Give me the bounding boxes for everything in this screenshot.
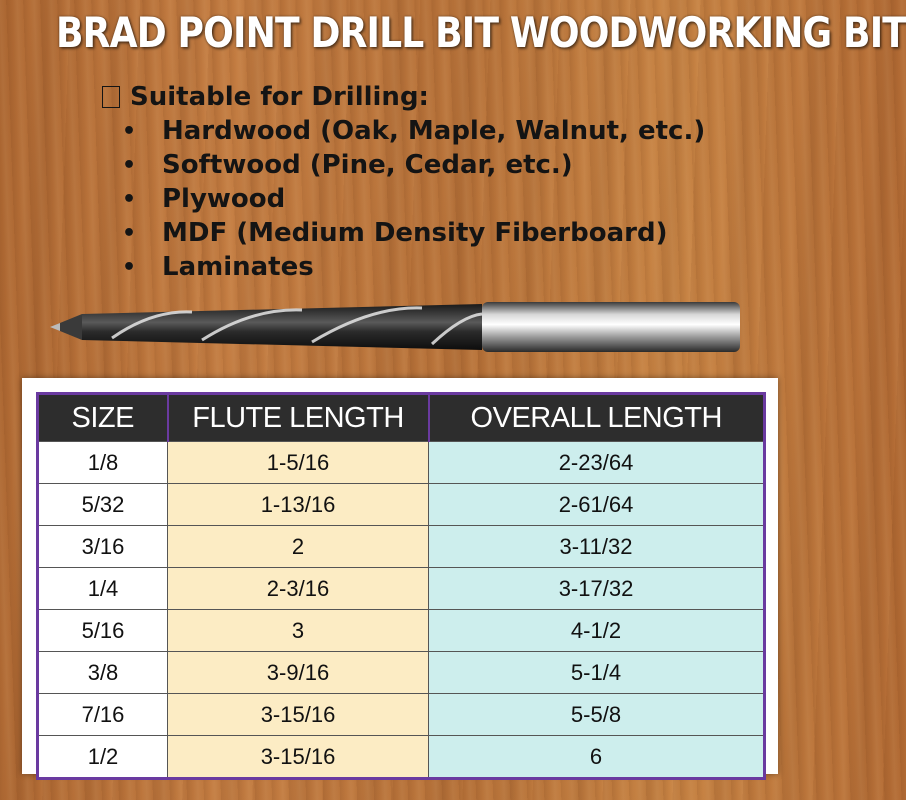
bullet-icon: • (122, 152, 137, 178)
drill-bit-image (52, 290, 747, 360)
list-item (100, 250, 780, 284)
header-size: SIZE (38, 394, 168, 442)
cell-size: 3/16 (38, 526, 168, 568)
cell-flute-length: 2-3/16 (168, 568, 429, 610)
table-header-row (38, 394, 765, 442)
bullet-icon: • (122, 254, 137, 280)
cell-flute-length: 1-5/16 (168, 442, 429, 484)
cell-flute-length: 3 (168, 610, 429, 652)
cell-size: 1/8 (38, 442, 168, 484)
cell-flute-length: 1-13/16 (168, 484, 429, 526)
cell-overall-length: 4-1/2 (429, 610, 765, 652)
material-label: Laminates (162, 252, 314, 282)
table-row (38, 694, 765, 736)
list-item (100, 216, 780, 250)
material-label: Softwood (Pine, Cedar, etc.) (162, 150, 573, 180)
drilling-heading: Suitable for Drilling: (130, 82, 429, 112)
table-row (38, 442, 765, 484)
cell-size: 5/32 (38, 484, 168, 526)
bit-shank (482, 302, 740, 352)
table-row (38, 736, 765, 779)
cell-size: 5/16 (38, 610, 168, 652)
material-label: Hardwood (Oak, Maple, Walnut, etc.) (162, 116, 706, 146)
header-flute-length: FLUTE LENGTH (168, 394, 429, 442)
cell-overall-length: 5-1/4 (429, 652, 765, 694)
drilling-heading-row (100, 80, 780, 114)
cell-size: 1/4 (38, 568, 168, 610)
cell-overall-length: 2-23/64 (429, 442, 765, 484)
header-overall-length: OVERALL LENGTH (429, 394, 765, 442)
cell-overall-length: 6 (429, 736, 765, 779)
cell-size: 3/8 (38, 652, 168, 694)
table-row (38, 652, 765, 694)
cell-overall-length: 3-17/32 (429, 568, 765, 610)
bullet-icon: • (122, 220, 137, 246)
bullet-icon: • (122, 118, 137, 144)
size-table-card (22, 378, 778, 774)
cell-overall-length: 2-61/64 (429, 484, 765, 526)
checkbox-icon (102, 86, 120, 108)
cell-size: 7/16 (38, 694, 168, 736)
cell-flute-length: 3-15/16 (168, 736, 429, 779)
list-item (100, 114, 780, 148)
table-row (38, 484, 765, 526)
bullet-icon: • (122, 186, 137, 212)
size-table (36, 392, 766, 780)
list-item (100, 148, 780, 182)
cell-size: 1/2 (38, 736, 168, 779)
material-label: Plywood (162, 184, 286, 214)
table-row (38, 526, 765, 568)
page-title: BRAD POINT DRILL BIT WOODWORKING BIT (56, 8, 906, 57)
cell-overall-length: 3-11/32 (429, 526, 765, 568)
cell-flute-length: 2 (168, 526, 429, 568)
table-row (38, 610, 765, 652)
material-list (100, 114, 780, 284)
drilling-info (100, 80, 780, 284)
list-item (100, 182, 780, 216)
cell-flute-length: 3-15/16 (168, 694, 429, 736)
cell-overall-length: 5-5/8 (429, 694, 765, 736)
material-label: MDF (Medium Density Fiberboard) (162, 218, 668, 248)
table-row (38, 568, 765, 610)
cell-flute-length: 3-9/16 (168, 652, 429, 694)
